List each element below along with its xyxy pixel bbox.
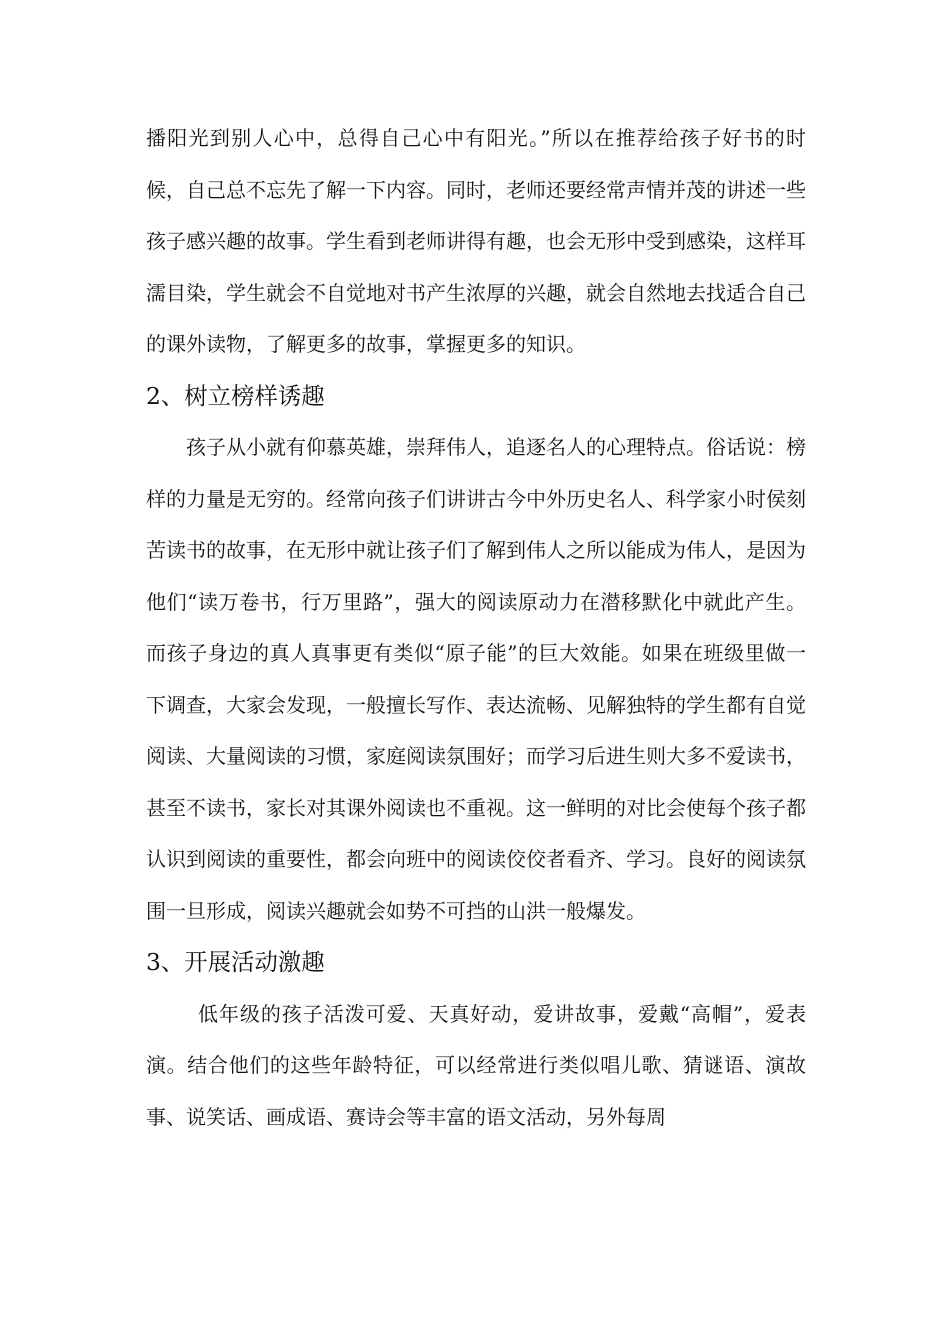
paragraph-activities: 低年级的孩子活泼可爱、天真好动，爱讲故事，爱戴“高帽”，爱表演。结合他们的这些年龄特征，可以经常进行类似唱儿歌、猜谜语、演故事、说笑话、画成语、赛诗会等丰富的语文活动，另外每周	[146, 1001, 806, 1129]
paragraph-role-models: 孩子从小就有仰慕英雄，崇拜伟人，追逐名人的心理特点。俗话说：榜样的力量是无穷的。经常向孩子们讲讲古今中外历史名人、科学家小时侯刻苦读书的故事，在无形中就让孩子们了解到伟人之所以能成为伟人，是因为他们“读万卷书，行万里路”，强大的阅读原动力在潜移默化中就此产生。而孩子身边的真人真事更有类似“原子能”的巨大效能。如果在班级里做一下调查，大家会发现，一般擅长写作、表达流畅、见解独特的学生都有自觉阅读、大量阅读的习惯，家庭阅读氛围好；而学习后进生则大多不爱读书，甚至不读书，家长对其课外阅读也不重视。这一鲜明的对比会使每个孩子都认识到阅读的重要性，都会向班中的阅读佼佼者看齐、学习。良好的阅读氛围一旦形成，阅读兴趣就会如势不可挡的山洪一般爆发。	[146, 435, 806, 923]
paragraph-continuation: 播阳光到别人心中，总得自己心中有阳光。”所以在推荐给孩子好书的时候，自己总不忘先了解一下内容。同时，老师还要经常声情并茂的讲述一些孩子感兴趣的故事。学生看到老师讲得有趣，也会无形中受到感染，这样耳濡目染，学生就会不自觉地对书产生浓厚的兴趣，就会自然地去找适合自己的课外读物，了解更多的故事，掌握更多的知识。	[146, 126, 806, 356]
document-page	[146, 113, 806, 1143]
section-heading-3: 3、开展活动激趣	[146, 948, 325, 976]
section-heading-2: 2、树立榜样诱趣	[146, 381, 325, 410]
